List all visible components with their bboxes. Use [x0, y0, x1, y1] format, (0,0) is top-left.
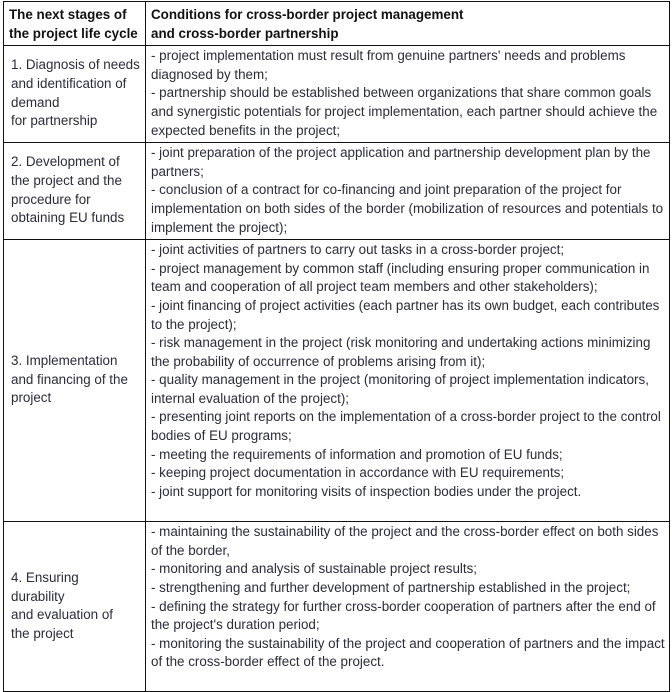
condition-item: - risk management in the project (risk monitoring and undertaking actions minimizing the probability of occurrence of problems arising from it); — [151, 335, 651, 369]
stage-line: 3. Implementation — [11, 353, 118, 369]
header-stages — [4, 2, 146, 46]
table-row — [4, 240, 670, 522]
table-row — [4, 143, 670, 240]
stage-line: 1. Diagnosis of needs — [11, 57, 140, 73]
table-row — [4, 46, 670, 143]
condition-item: - project management by common staff (including ensuring proper communication in team and cooperation of all project team members and other stakeholders); — [151, 260, 650, 295]
condition-item: - presenting joint reports on the implementation of a cross-border project to the control bodies of EU programs; — [151, 409, 661, 444]
conditions-cell — [146, 46, 670, 143]
conditions-cell — [146, 143, 670, 240]
stage-cell — [4, 522, 146, 692]
condition-item: - meeting the requirements of information and promotion of EU funds; — [151, 446, 563, 462]
condition-item: - maintaining the sustainability of the project and the cross-border effect on both sides of the border, — [151, 524, 659, 558]
condition-item: - strengthening and further development of partnership established in the project; — [151, 579, 631, 595]
condition-item: - conclusion of a contract for co-financing and joint preparation of the project for implementation on both sides of the border (mobilization of resources and potentials to implement the project); — [151, 182, 664, 235]
stage-line: durability — [11, 588, 65, 604]
condition-item: - keeping project documentation in accordance with EU requirements; — [151, 465, 565, 481]
stage-line: demand — [11, 94, 60, 110]
stage-line: project — [11, 390, 52, 406]
header-line: the project life cycle — [9, 25, 138, 41]
condition-item: - joint support for monitoring visits of inspection bodies under the project. — [151, 483, 582, 499]
header-row — [4, 2, 670, 46]
stage-line: for partnership — [11, 113, 98, 129]
table-row — [4, 522, 670, 692]
condition-item: - project implementation must result from genuine partners' needs and problems diagnosed by them; — [151, 48, 626, 82]
conditions-cell — [146, 240, 670, 522]
header-line: The next stages of — [9, 7, 127, 22]
stage-cell — [4, 46, 146, 143]
stage-line: obtaining EU funds — [11, 210, 125, 226]
life-cycle-conditions-table — [3, 1, 670, 692]
stage-cell — [4, 240, 146, 522]
condition-item: - monitoring and analysis of sustainable project results; — [151, 561, 478, 577]
stage-cell — [4, 143, 146, 240]
condition-item: - quality management in the project (monitoring of project implementation indicators, internal evaluation of the project); — [151, 372, 649, 406]
condition-item: - monitoring the sustainability of the project and cooperation of partners and the impact of the cross-border effect of the project. — [151, 635, 665, 670]
stage-line: and financing of the — [11, 371, 128, 387]
header-line: and cross-border partnership — [151, 25, 339, 41]
condition-item: - defining the strategy for further cross-border cooperation of partners after the end of the project's duration period; — [151, 598, 656, 633]
header-line: Conditions for cross-border project management — [151, 7, 464, 22]
conditions-cell — [146, 522, 670, 692]
condition-item: - joint activities of partners to carry out tasks in a cross-border project; — [151, 242, 565, 258]
stage-line: the project and the — [11, 173, 122, 189]
header-conditions — [146, 2, 670, 46]
condition-item: - joint financing of project activities (each partner has its own budget, each contributes to the project); — [151, 297, 660, 332]
stage-line: and identification of — [11, 76, 127, 92]
condition-item: - partnership should be established between organizations that share common goals and synergistic potentials for project implementation, each partner should achieve the expected benefits in the project; — [151, 85, 658, 138]
stage-line: and evaluation of — [11, 607, 113, 623]
condition-item: - joint preparation of the project application and partnership development plan by the partners; — [151, 145, 651, 179]
stage-line: the project — [11, 625, 74, 641]
stage-line: 4. Ensuring — [11, 569, 79, 585]
stage-line: 2. Development of — [11, 154, 120, 170]
stage-line: procedure for — [11, 191, 91, 207]
